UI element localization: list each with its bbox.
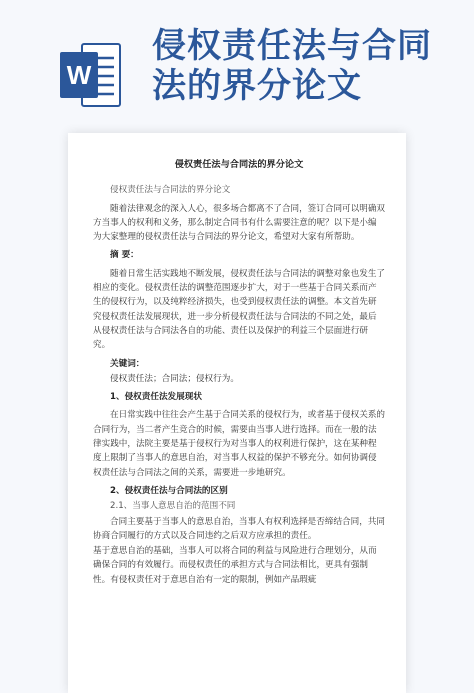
- section-2-1-paragraph-b: 基于意思自治的基础，当事人可以将合同的利益与风险进行合理划分，从而确保合同的有效履行。而侵权责任的承担方式与合同法相比，更具有强制性。有侵权责任对于意思自治有一定的限制，例如产品瑕疵: [93, 546, 377, 585]
- word-document-icon: [60, 40, 122, 110]
- keywords-text: 侵权责任法；合同法；侵权行为。: [110, 373, 239, 384]
- abstract-paragraph: 随着日常生活实践地不断发展，侵权责任法与合同法的调整对象也发生了相应的变化。侵权责任法的调整范围逐步扩大，对于一些基于合同关系而产生的侵权行为，以及纯粹经济损失，也受到侵权责任法的调整。本文首先研究侵权责任法发展现状，进一步分析侵权责任法与合同法的不同之处，最后从侵权责任法与合同法各自的功能、责任以及保护的利益三个层面进行研究。: [93, 268, 386, 351]
- document-subtitle: 侵权责任法与合同法的界分论文: [110, 185, 231, 196]
- section-1-paragraph: 在日常实践中往往会产生基于合同关系的侵权行为，或者基于侵权关系的合同行为，当二者产生竞合的时候，需要由当事人进行选择。而在一般的法律实践中，法院主要是基于侵权行为对当事人的权利进行保护，这在某种程度上限制了当事人的意思自治，对当事人权益的保护不够充分。如何协调侵权责任法与合同法之间的关系，需要进一步地研究。: [93, 410, 386, 478]
- banner-title: 侵权责任法与合同法的界分论文: [152, 26, 432, 106]
- section-2-1-heading: 2.1、当事人意思自治的范围不同: [110, 501, 236, 512]
- document-body: [93, 158, 385, 587]
- abstract-heading: 摘 要：: [110, 250, 139, 261]
- word-logo-letter: W: [66, 60, 92, 90]
- banner: [0, 0, 474, 120]
- section-1-heading: 1、侵权责任法发展现状: [110, 392, 202, 403]
- intro-paragraph: 随着法律观念的深入人心，很多场合都离不了合同，签订合同可以明确双方当事人的权利和义务，那么制定合同书有什么需要注意的呢？以下是小编为大家整理的侵权责任法与合同法的界分论文，希望对大家有所帮助。: [93, 203, 386, 243]
- section-2-heading: 2、侵权责任法与合同法的区别: [110, 485, 228, 496]
- document-page: [68, 133, 406, 693]
- keywords-heading: 关键词：: [110, 358, 145, 369]
- section-2-1-paragraph-a: 合同主要基于当事人的意思自治，当事人有权利选择是否缔结合同，共同协商合同履行的方式以及合同违约之后双方应承担的责任。: [93, 516, 386, 541]
- document-title: 侵权责任法与合同法的界分论文: [174, 159, 304, 170]
